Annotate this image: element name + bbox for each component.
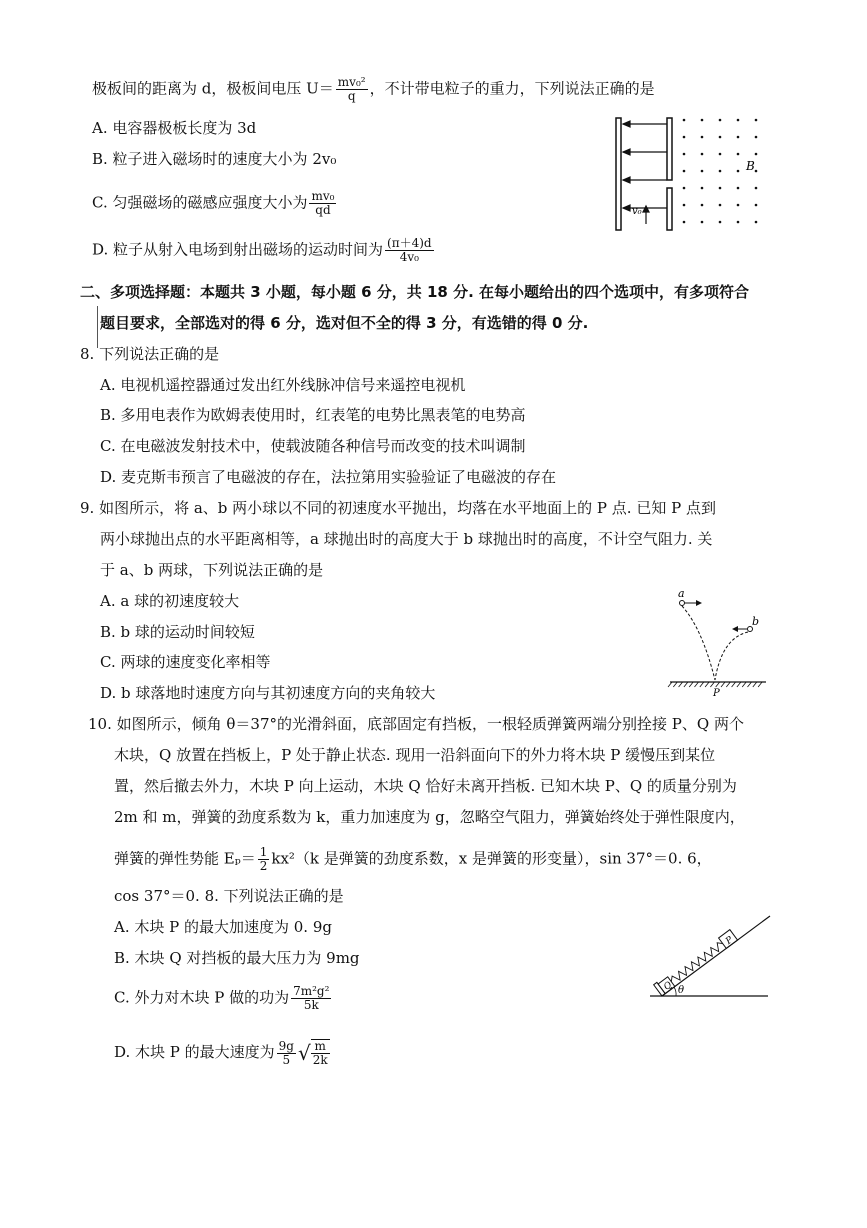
field-dot [701,136,704,139]
q9-stem-line3: 于 a、b 两球，下列说法正确的是 [100,561,324,579]
q10-figure [640,908,775,1003]
q10-option-d: D. 木块 P 的最大速度为 $\frac{9g}{5}$ √ $\frac{m}{2k}$ [114,1039,332,1067]
ground-hatch [689,682,693,687]
field-dot [737,119,740,122]
field-dot [701,119,704,122]
q10-label-theta: θ [678,985,685,996]
q9-option-b: B. b 球的运动时间较短 [100,623,255,641]
q8-option-c: C. 在电磁波发射技术中，使载波随各种信号而改变的技术叫调制 [100,437,526,455]
ground-hatch [721,682,725,687]
q10-option-c: C. 外力对木块 P 做的功为 $\frac{\text{7m²g²}}{5k}$ [114,984,330,1012]
ground-hatch [737,682,741,687]
field-dot [683,119,686,122]
field-dot [719,187,722,190]
field-dot [755,119,758,122]
q7-option-c: C. 匀强磁场的磁感应强度大小为 $\frac{\text{mv₀}}{qd}$ [92,189,335,217]
q7-figure [610,112,770,238]
ground-hatch [710,682,714,687]
ground-hatch [700,682,704,687]
ground-hatch [673,682,677,687]
q9-stem-line2: 两小球抛出点的水平距离相等，a 球抛出时的高度大于 b 球抛出时的高度，不计空气阻力. 关 [100,530,713,548]
field-dot [755,170,758,173]
q9-option-d: D. b 球落地时速度方向与其初速度方向的夹角较大 [100,684,436,702]
q7-option-b: B. 粒子进入磁场时的速度大小为 2v₀ [92,150,337,168]
ground-hatch [668,682,672,687]
field-dot [719,204,722,207]
field-dot [755,187,758,190]
q9-label-b: b [752,615,760,628]
ground-hatch [716,682,720,687]
q7-b-label: B [746,159,755,173]
q8-option-b: B. 多用电表作为欧姆表使用时，红表笔的电势比黑表笔的电势高 [100,406,526,424]
margin-mark [97,306,98,348]
ground-hatch [679,682,683,687]
field-dot [683,221,686,224]
field-dot [701,204,704,207]
ground-hatch [742,682,746,687]
field-dot [701,221,704,224]
field-dot [683,187,686,190]
q10-stem-line2: 木块，Q 放置在挡板上，P 处于静止状态. 现用一沿斜面向下的外力将木块 P 缓慢压到某位 [114,746,716,764]
field-dot [683,170,686,173]
field-dot [737,221,740,224]
sqrt-symbol: √ $\frac{m}{2k}$ [298,1039,328,1067]
field-dot [683,136,686,139]
field-dot [737,153,740,156]
q8-stem: 8. 下列说法正确的是 [80,345,220,363]
section2-header-line2: 题目要求，全部选对的得 6 分，选对但不全的得 3 分，有选错的得 0 分. [100,314,589,332]
q9-option-a: A. a 球的初速度较大 [100,592,240,610]
field-dot [719,119,722,122]
q9-label-a: a [678,588,685,600]
ground-hatch [695,682,699,687]
field-dot [737,170,740,173]
field-dot [755,136,758,139]
q10-stem-line6: cos 37°＝0. 8. 下列说法正确的是 [114,887,344,905]
q8-option-d: D. 麦克斯韦预言了电磁波的存在，法拉第用实验验证了电磁波的存在 [100,468,557,486]
q10-label-p: P [724,935,735,947]
ground-hatch [753,682,757,687]
q10-stem-line4: 2m 和 m，弹簧的劲度系数为 k，重力加速度为 g，忽略空气阻力，弹簧始终处于弹性限度内， [114,808,745,826]
field-dot [701,187,704,190]
ground-hatch [758,682,762,687]
q9-stem-line1: 9. 如图所示，将 a、b 两小球以不同的初速度水平抛出，均落在水平地面上的 P 点. 已知 P 点到 [80,499,716,517]
ground-hatch [705,682,709,687]
ground-hatch [732,682,736,687]
q8-option-a: A. 电视机遥控器通过发出红外线脉冲信号来遥控电视机 [100,376,466,394]
q10-option-a: A. 木块 P 的最大加速度为 0. 9g [114,918,332,936]
field-dot [737,136,740,139]
q7-v0-label: v₀ [632,206,642,217]
q9-option-c: C. 两球的速度变化率相等 [100,653,271,671]
field-dot [719,136,722,139]
field-dot [755,221,758,224]
q9-label-p: P [713,688,720,699]
ground-hatch [684,682,688,687]
q10-label-q: Q [662,980,675,993]
field-dot [755,153,758,156]
q10-stem-line5: 弹簧的弹性势能 Eₚ＝ $\frac{1}{2}$ kx²（k 是弹簧的劲度系数，x 是弹簧的形变量），sin 37°＝0. 6， [114,845,712,873]
field-dot [719,221,722,224]
section2-header-line1: 二、多项选择题：本题共 3 小题，每小题 6 分，共 18 分. 在每小题给出的四个选项中，有多项符合 [80,283,750,301]
field-dot [737,187,740,190]
q7-option-d: D. 粒子从射入电场到射出磁场的运动时间为 $\frac{(\pi+4)d}{\text{4v₀}}$ [92,236,432,264]
field-dot [683,204,686,207]
q10-option-b: B. 木块 Q 对挡板的最大压力为 9mg [114,949,360,967]
q9-figure [662,588,772,700]
field-dot [719,153,722,156]
field-dot [683,153,686,156]
q10-stem-line3: 置，然后撤去外力，木块 P 向上运动，木块 Q 恰好未离开挡板. 已知木块 P、Q 的质量分别为 [114,777,737,795]
q7-voltage-fraction: $\frac{\text{mv₀²}}{q}$ [337,75,366,103]
field-dot [719,170,722,173]
q7-option-a: A. 电容器极板长度为 3d [92,119,257,137]
ground-hatch [748,682,752,687]
field-dot [701,153,704,156]
q10-stem-line1: 10. 如图所示，倾角 θ＝37°的光滑斜面，底部固定有挡板，一根轻质弹簧两端分别拴接 P、Q 两个 [88,715,744,733]
field-dot [737,204,740,207]
q7-stem: 极板间的距离为 d，极板间电压 U＝ $\frac{\text{mv₀²}}{q}$ ，不计带电粒子的重力，下列说法正确的是 [92,75,655,103]
field-dot [755,204,758,207]
field-dot [701,170,704,173]
ground-hatch [726,682,730,687]
